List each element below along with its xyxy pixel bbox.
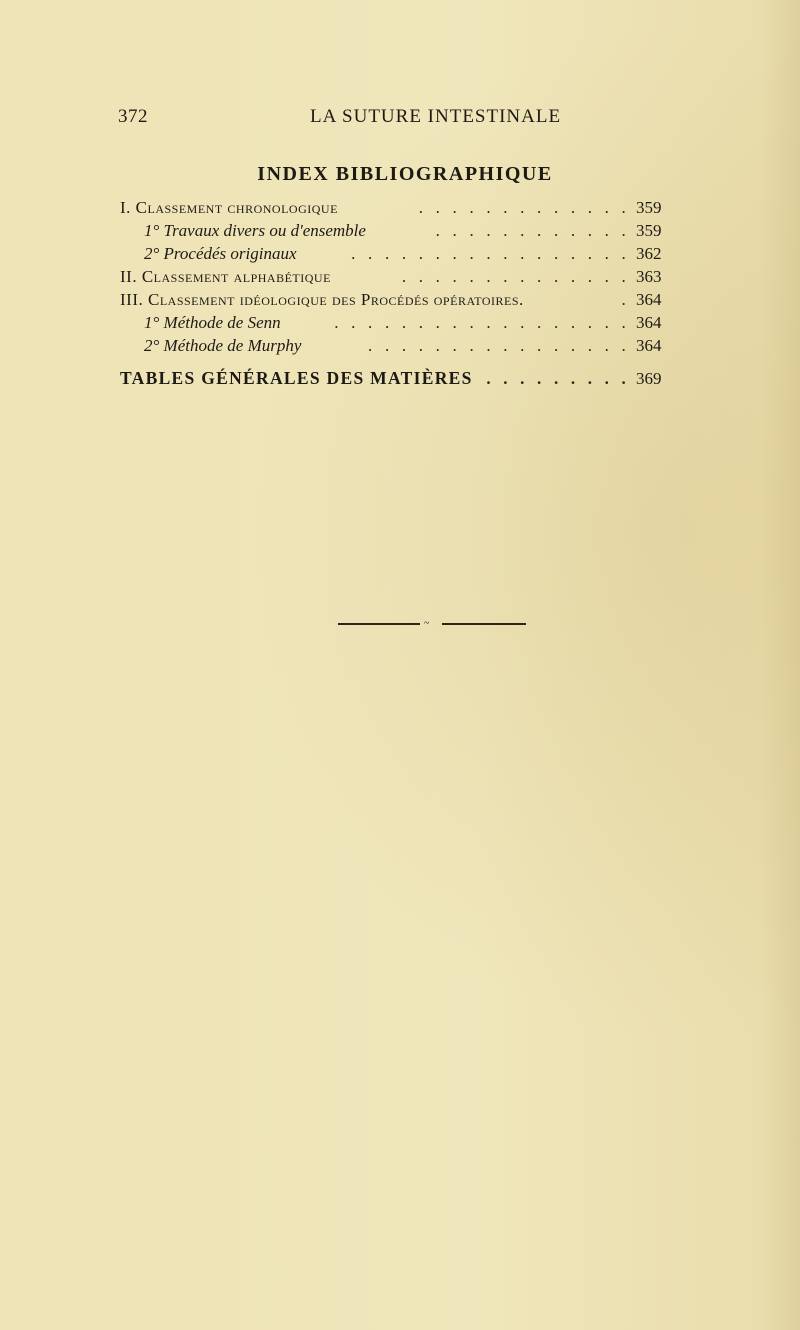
leader-dots: . . . . . . . . . . . . . . . . . . xyxy=(334,313,630,332)
toc-entry-label: TABLES GÉNÉRALES DES MATIÈRES xyxy=(120,368,473,388)
toc-entry-page: 364 xyxy=(636,313,662,332)
index-title: INDEX BIBLIOGRAPHIQUE xyxy=(257,163,553,185)
ornamental-rule xyxy=(338,618,526,629)
toc-entry-page: 363 xyxy=(636,267,662,286)
leader-dots: . . . . . . . . . . . . . . . . xyxy=(368,336,630,355)
page-number: 372 xyxy=(118,106,148,127)
toc-entry-page: 364 xyxy=(636,290,662,309)
leader-dots: . . . . . . . . . . . . . xyxy=(418,198,630,217)
toc-entry-page: 359 xyxy=(636,198,662,217)
toc-entry-label: 1° Méthode de Senn xyxy=(144,313,281,332)
rule-line-left xyxy=(338,623,420,625)
toc-entry-tables xyxy=(118,367,678,390)
page-edge-shadow xyxy=(760,0,800,1330)
leader-dots: . . . . . . . . . . . . . . . . . xyxy=(351,244,630,263)
toc-entry-page: 359 xyxy=(636,221,662,240)
leader-dots: . . . . . . . . . xyxy=(486,369,630,388)
toc-entry xyxy=(118,288,678,311)
toc-entry xyxy=(118,242,678,265)
toc-entry-label: I. Classement chronologique xyxy=(120,198,338,217)
toc-entry-label: 1° Travaux divers ou d'ensemble xyxy=(144,221,366,240)
rule-line-right xyxy=(442,623,526,625)
running-head xyxy=(118,106,678,136)
toc-entry xyxy=(118,196,678,219)
toc-entry-label: 2° Méthode de Murphy xyxy=(144,336,302,355)
leader-dots: . . . . . . . . . . . . . . xyxy=(401,267,630,286)
fleuron-icon: ~ xyxy=(424,618,430,629)
toc-entry xyxy=(118,219,678,242)
leader-dots: . . . . . . . . . . . . xyxy=(435,221,630,240)
toc-entry-label: II. Classement alphabétique xyxy=(120,267,331,286)
toc-entry-page: 369 xyxy=(636,369,662,388)
toc-entry xyxy=(118,265,678,288)
toc-entry-page: 362 xyxy=(636,244,662,263)
leader-dots: . xyxy=(621,290,630,309)
toc-entry-label: III. Classement idéologique des Procédés opératoires. xyxy=(120,290,524,309)
toc-entry xyxy=(118,311,678,334)
toc-entry-label: 2° Procédés originaux xyxy=(144,244,297,263)
table-of-contents xyxy=(118,196,678,390)
running-title: LA SUTURE INTESTINALE xyxy=(310,106,562,127)
toc-entry-page: 364 xyxy=(636,336,662,355)
toc-entry xyxy=(118,334,678,357)
